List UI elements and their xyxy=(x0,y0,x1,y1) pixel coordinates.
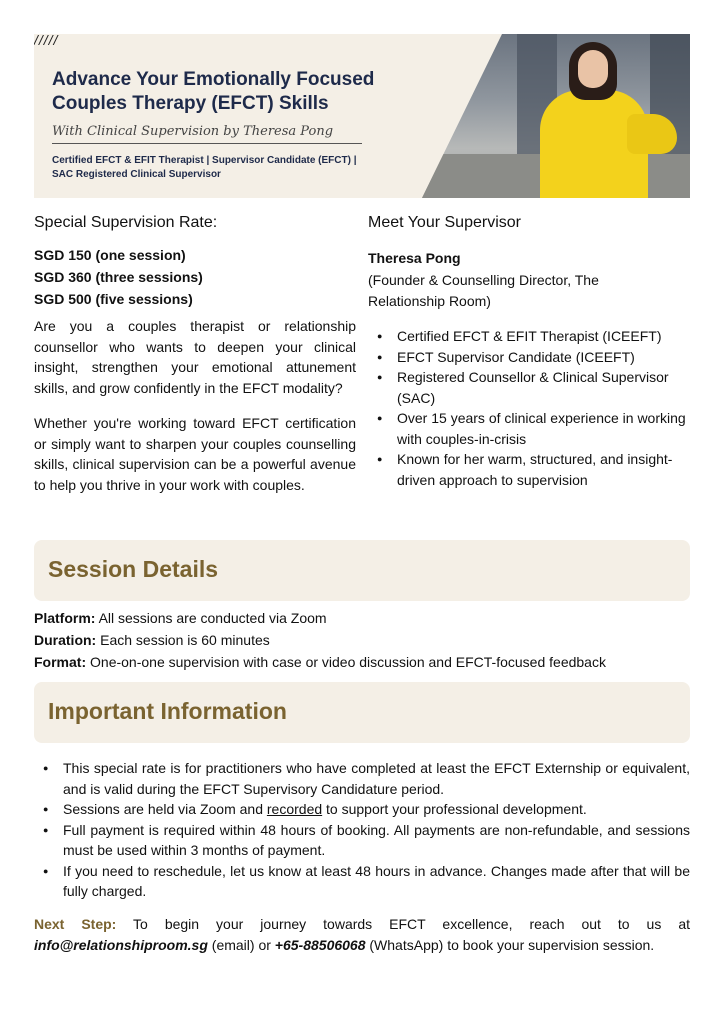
important-info-list xyxy=(34,758,690,902)
list-item: ● If you need to reschedule, let us know at least 48 hours in advance. Changes made after that will be fully charged. xyxy=(34,861,690,902)
rate-item: SGD 360 (three sessions) xyxy=(34,269,203,285)
important-info-title: Important Information xyxy=(48,698,287,724)
next-step-text: (WhatsApp) to book your supervision session. xyxy=(365,936,655,953)
photo-person-face xyxy=(578,50,608,88)
intro-paragraph-2: Whether you're working toward EFCT certification or simply want to sharpen your couples counselling skills, clinical supervision can be a powerful avenue to help you thrive in your work with couples. xyxy=(34,415,356,493)
detail-value: Each session is 60 minutes xyxy=(96,632,270,648)
next-step-paragraph xyxy=(34,914,690,955)
list-item: ● Known for her warm, structured, and insight-driven approach to supervision xyxy=(368,449,690,490)
banner-title-line2: Couples Therapy (EFCT) Skills xyxy=(52,93,329,114)
supervisor-credentials-list xyxy=(368,326,690,490)
banner-credentials xyxy=(52,154,412,182)
list-item: ● EFCT Supervisor Candidate (ICEEFT) xyxy=(368,347,690,368)
list-item-text: Sessions are held via Zoom and xyxy=(63,801,267,817)
banner-credentials-line2: SAC Registered Clinical Supervisor xyxy=(52,169,221,180)
header-banner xyxy=(34,34,690,198)
detail-label: Duration: xyxy=(34,632,97,648)
detail-duration xyxy=(34,632,270,648)
supervisor-name: Theresa Pong xyxy=(368,250,461,266)
detail-value: All sessions are conducted via Zoom xyxy=(95,610,327,626)
detail-platform xyxy=(34,610,327,626)
contact-email[interactable]: info@relationshiproom.sg xyxy=(34,936,208,953)
contact-phone[interactable]: +65-88506068 xyxy=(274,936,366,953)
list-item: ● Over 15 years of clinical experience in working with couples-in-crisis xyxy=(368,408,690,449)
rate-item: SGD 150 (one session) xyxy=(34,247,186,263)
banner-subtitle: With Clinical Supervision by Theresa Pong xyxy=(52,124,334,139)
banner-title xyxy=(52,68,432,116)
session-details-header xyxy=(34,540,690,601)
decorative-slashes: ///// xyxy=(34,34,59,48)
detail-format xyxy=(34,654,606,670)
session-details-title: Session Details xyxy=(48,556,219,582)
banner-credentials-line1: Certified EFCT & EFIT Therapist | Supervisor Candidate (EFCT) | xyxy=(52,155,357,166)
list-item: ● Full payment is required within 48 hours of booking. All payments are non-refundable, and sessions must be used within 3 months of payment. xyxy=(34,820,690,861)
rate-item: SGD 500 (five sessions) xyxy=(34,291,193,307)
rate-heading: Special Supervision Rate: xyxy=(34,214,218,231)
important-info-header xyxy=(34,682,690,743)
next-step-text: To begin your journey towards EFCT excellence, reach out to us at xyxy=(116,916,690,932)
detail-label: Platform: xyxy=(34,610,96,626)
next-step-text: (email) or xyxy=(207,936,275,953)
list-item: ● Certified EFCT & EFIT Therapist (ICEEFT) xyxy=(368,326,690,347)
banner-divider xyxy=(52,143,362,144)
rate-list xyxy=(34,244,203,310)
supervisor-heading: Meet Your Supervisor xyxy=(368,214,521,231)
recorded-link[interactable]: recorded xyxy=(266,801,323,817)
list-item: ● Registered Counsellor & Clinical Supervisor (SAC) xyxy=(368,367,690,408)
supervisor-role: (Founder & Counselling Director, The Relationship Room) xyxy=(368,272,599,309)
detail-value: One-on-one supervision with case or video discussion and EFCT-focused feedback xyxy=(86,654,606,670)
supervisor-photo xyxy=(422,34,690,198)
intro-paragraph-1: Are you a couples therapist or relationship counsellor who wants to deepen your clinical insight, strengthen your emotional attunement skills, and grow confidently in the EFCT modality? xyxy=(34,318,356,396)
banner-title-line1: Advance Your Emotionally Focused xyxy=(52,69,375,90)
list-item xyxy=(34,799,690,820)
next-step-label: Next Step: xyxy=(34,916,117,932)
list-item: ● This special rate is for practitioners who have completed at least the EFCT Externship or equivalent, and is valid during the EFCT Supervisory Candidature period. xyxy=(34,758,690,799)
list-item-text: to support your professional development. xyxy=(322,801,587,817)
photo-person-sleeve xyxy=(627,114,677,154)
detail-label: Format: xyxy=(34,654,87,670)
